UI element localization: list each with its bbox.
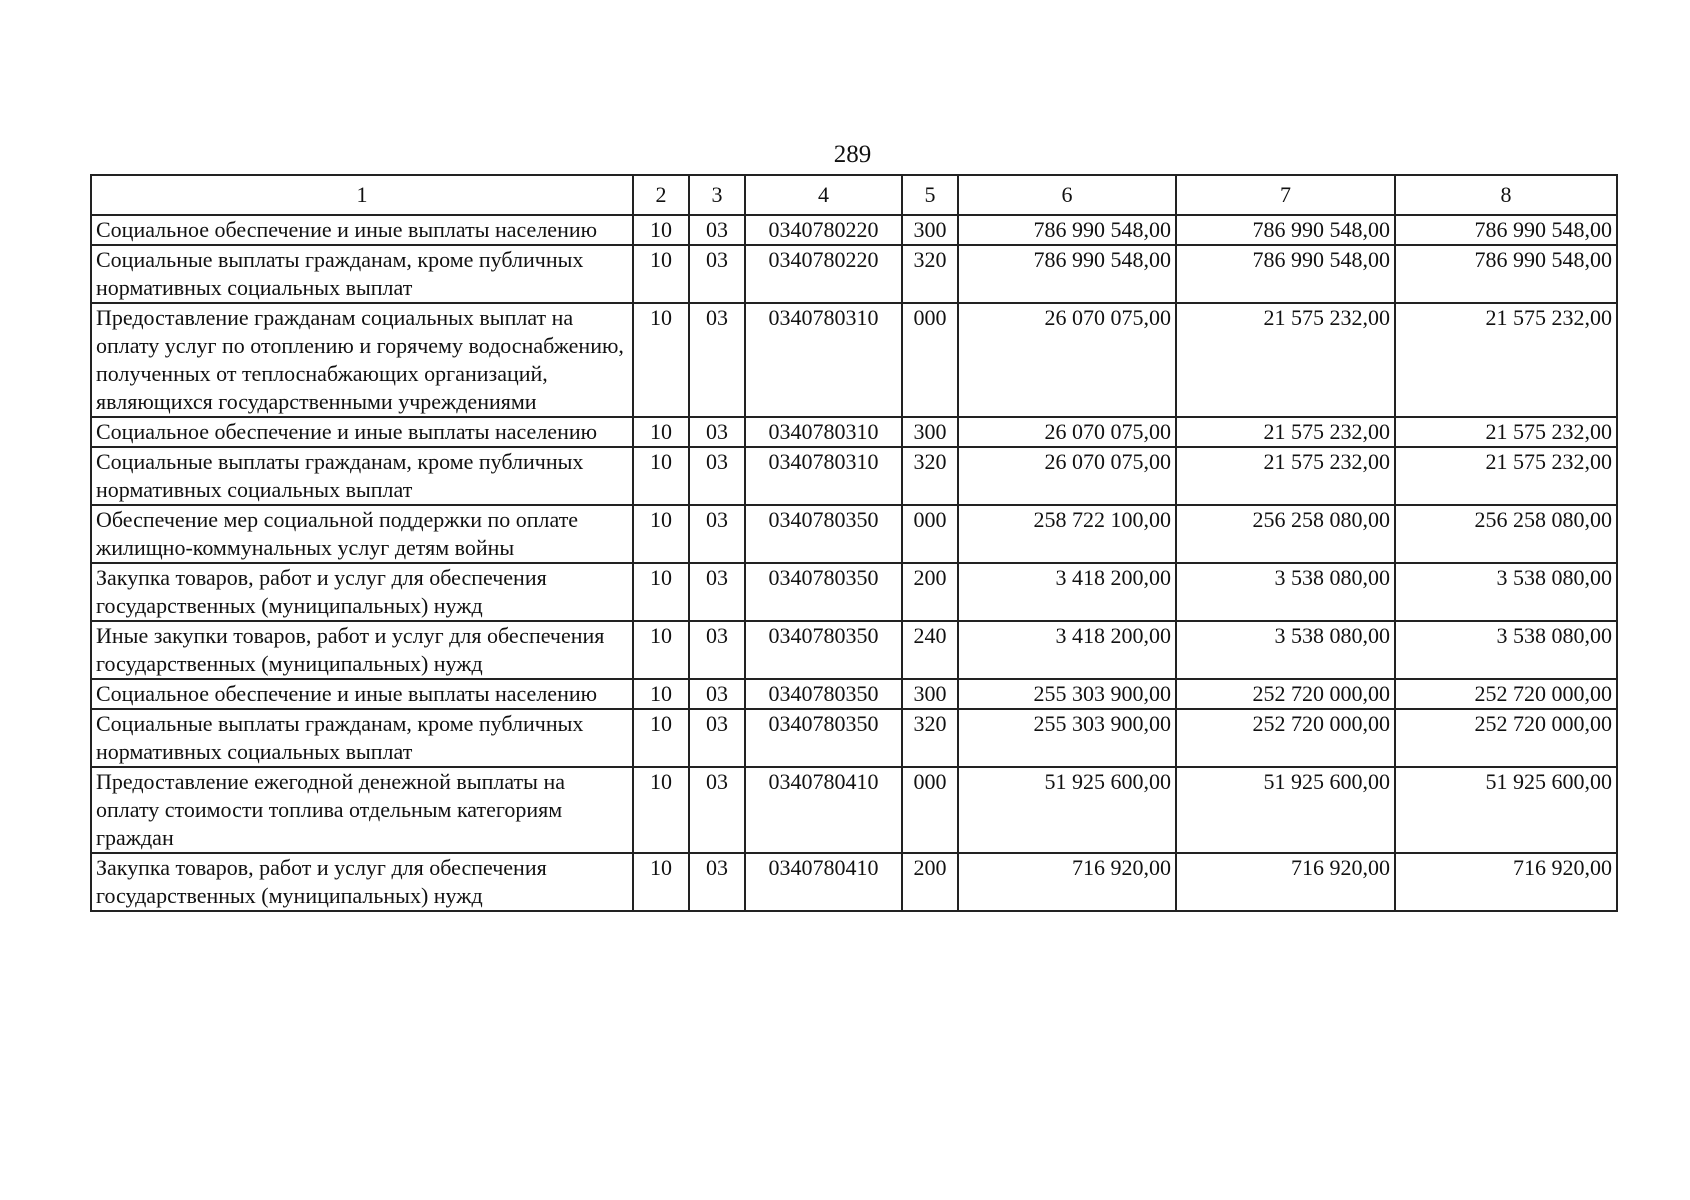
header-col-2: 2 <box>633 175 689 215</box>
amount-col-8: 256 258 080,00 <box>1395 505 1617 563</box>
header-row <box>91 175 1617 215</box>
table-body <box>91 215 1617 911</box>
expense-type-code: 320 <box>902 447 958 505</box>
row-description: Социальное обеспечение и иные выплаты населению <box>91 417 633 447</box>
expense-type-code: 300 <box>902 215 958 245</box>
target-article-code: 0340780310 <box>745 303 902 417</box>
header-col-8: 8 <box>1395 175 1617 215</box>
section-code: 10 <box>633 505 689 563</box>
section-code: 10 <box>633 447 689 505</box>
expense-type-code: 200 <box>902 563 958 621</box>
subsection-code: 03 <box>689 245 745 303</box>
row-description: Предоставление ежегодной денежной выплаты на оплату стоимости топлива отдельным категориям граждан <box>91 767 633 853</box>
target-article-code: 0340780350 <box>745 563 902 621</box>
amount-col-8: 3 538 080,00 <box>1395 621 1617 679</box>
table-row <box>91 621 1617 679</box>
amount-col-7: 21 575 232,00 <box>1176 303 1395 417</box>
amount-col-6: 3 418 200,00 <box>958 563 1176 621</box>
header-col-5: 5 <box>902 175 958 215</box>
amount-col-8: 716 920,00 <box>1395 853 1617 911</box>
table-row <box>91 679 1617 709</box>
expense-type-code: 320 <box>902 245 958 303</box>
amount-col-7: 252 720 000,00 <box>1176 679 1395 709</box>
amount-col-8: 21 575 232,00 <box>1395 417 1617 447</box>
amount-col-7: 786 990 548,00 <box>1176 245 1395 303</box>
row-description: Социальное обеспечение и иные выплаты населению <box>91 679 633 709</box>
subsection-code: 03 <box>689 215 745 245</box>
target-article-code: 0340780410 <box>745 853 902 911</box>
subsection-code: 03 <box>689 767 745 853</box>
target-article-code: 0340780220 <box>745 245 902 303</box>
amount-col-6: 255 303 900,00 <box>958 679 1176 709</box>
target-article-code: 0340780350 <box>745 505 902 563</box>
amount-col-7: 3 538 080,00 <box>1176 621 1395 679</box>
subsection-code: 03 <box>689 679 745 709</box>
row-description: Закупка товаров, работ и услуг для обеспечения государственных (муниципальных) нужд <box>91 853 633 911</box>
row-description: Социальное обеспечение и иные выплаты населению <box>91 215 633 245</box>
target-article-code: 0340780310 <box>745 447 902 505</box>
budget-table <box>90 174 1618 912</box>
amount-col-7: 21 575 232,00 <box>1176 447 1395 505</box>
table-row <box>91 709 1617 767</box>
header-col-3: 3 <box>689 175 745 215</box>
table-row <box>91 853 1617 911</box>
row-description: Социальные выплаты гражданам, кроме публичных нормативных социальных выплат <box>91 245 633 303</box>
expense-type-code: 240 <box>902 621 958 679</box>
header-col-6: 6 <box>958 175 1176 215</box>
amount-col-8: 51 925 600,00 <box>1395 767 1617 853</box>
subsection-code: 03 <box>689 505 745 563</box>
amount-col-8: 21 575 232,00 <box>1395 303 1617 417</box>
expense-type-code: 300 <box>902 679 958 709</box>
expense-type-code: 000 <box>902 303 958 417</box>
section-code: 10 <box>633 767 689 853</box>
amount-col-8: 3 538 080,00 <box>1395 563 1617 621</box>
expense-type-code: 000 <box>902 767 958 853</box>
target-article-code: 0340780350 <box>745 709 902 767</box>
row-description: Обеспечение мер социальной поддержки по оплате жилищно-коммунальных услуг детям войны <box>91 505 633 563</box>
expense-type-code: 200 <box>902 853 958 911</box>
amount-col-8: 252 720 000,00 <box>1395 709 1617 767</box>
amount-col-7: 716 920,00 <box>1176 853 1395 911</box>
subsection-code: 03 <box>689 853 745 911</box>
row-description: Закупка товаров, работ и услуг для обеспечения государственных (муниципальных) нужд <box>91 563 633 621</box>
table-row <box>91 245 1617 303</box>
amount-col-7: 51 925 600,00 <box>1176 767 1395 853</box>
amount-col-7: 3 538 080,00 <box>1176 563 1395 621</box>
target-article-code: 0340780350 <box>745 679 902 709</box>
subsection-code: 03 <box>689 417 745 447</box>
expense-type-code: 000 <box>902 505 958 563</box>
amount-col-6: 255 303 900,00 <box>958 709 1176 767</box>
amount-col-7: 256 258 080,00 <box>1176 505 1395 563</box>
amount-col-8: 786 990 548,00 <box>1395 215 1617 245</box>
subsection-code: 03 <box>689 621 745 679</box>
row-description: Социальные выплаты гражданам, кроме публичных нормативных социальных выплат <box>91 447 633 505</box>
table-row <box>91 215 1617 245</box>
section-code: 10 <box>633 621 689 679</box>
section-code: 10 <box>633 245 689 303</box>
amount-col-8: 786 990 548,00 <box>1395 245 1617 303</box>
amount-col-8: 252 720 000,00 <box>1395 679 1617 709</box>
table-row <box>91 303 1617 417</box>
section-code: 10 <box>633 303 689 417</box>
section-code: 10 <box>633 563 689 621</box>
target-article-code: 0340780410 <box>745 767 902 853</box>
amount-col-6: 258 722 100,00 <box>958 505 1176 563</box>
header-col-1: 1 <box>91 175 633 215</box>
amount-col-6: 51 925 600,00 <box>958 767 1176 853</box>
amount-col-6: 26 070 075,00 <box>958 303 1176 417</box>
table-row <box>91 505 1617 563</box>
amount-col-7: 252 720 000,00 <box>1176 709 1395 767</box>
target-article-code: 0340780220 <box>745 215 902 245</box>
amount-col-7: 21 575 232,00 <box>1176 417 1395 447</box>
table-row <box>91 417 1617 447</box>
target-article-code: 0340780350 <box>745 621 902 679</box>
header-col-7: 7 <box>1176 175 1395 215</box>
subsection-code: 03 <box>689 709 745 767</box>
amount-col-8: 21 575 232,00 <box>1395 447 1617 505</box>
table-row <box>91 563 1617 621</box>
subsection-code: 03 <box>689 563 745 621</box>
target-article-code: 0340780310 <box>745 417 902 447</box>
table-row <box>91 767 1617 853</box>
amount-col-6: 786 990 548,00 <box>958 245 1176 303</box>
subsection-code: 03 <box>689 303 745 417</box>
section-code: 10 <box>633 215 689 245</box>
section-code: 10 <box>633 853 689 911</box>
section-code: 10 <box>633 417 689 447</box>
amount-col-6: 26 070 075,00 <box>958 447 1176 505</box>
row-description: Социальные выплаты гражданам, кроме публичных нормативных социальных выплат <box>91 709 633 767</box>
section-code: 10 <box>633 679 689 709</box>
expense-type-code: 300 <box>902 417 958 447</box>
expense-type-code: 320 <box>902 709 958 767</box>
table-row <box>91 447 1617 505</box>
row-description: Предоставление гражданам социальных выплат на оплату услуг по отоплению и горячему водоснабжению, полученных от теплоснабжающих организаций, являющихся государственными учреждениями <box>91 303 633 417</box>
page-number: 289 <box>833 141 872 168</box>
amount-col-6: 3 418 200,00 <box>958 621 1176 679</box>
row-description: Иные закупки товаров, работ и услуг для обеспечения государственных (муниципальных) нужд <box>91 621 633 679</box>
amount-col-7: 786 990 548,00 <box>1176 215 1395 245</box>
subsection-code: 03 <box>689 447 745 505</box>
amount-col-6: 716 920,00 <box>958 853 1176 911</box>
amount-col-6: 26 070 075,00 <box>958 417 1176 447</box>
section-code: 10 <box>633 709 689 767</box>
header-col-4: 4 <box>745 175 902 215</box>
amount-col-6: 786 990 548,00 <box>958 215 1176 245</box>
